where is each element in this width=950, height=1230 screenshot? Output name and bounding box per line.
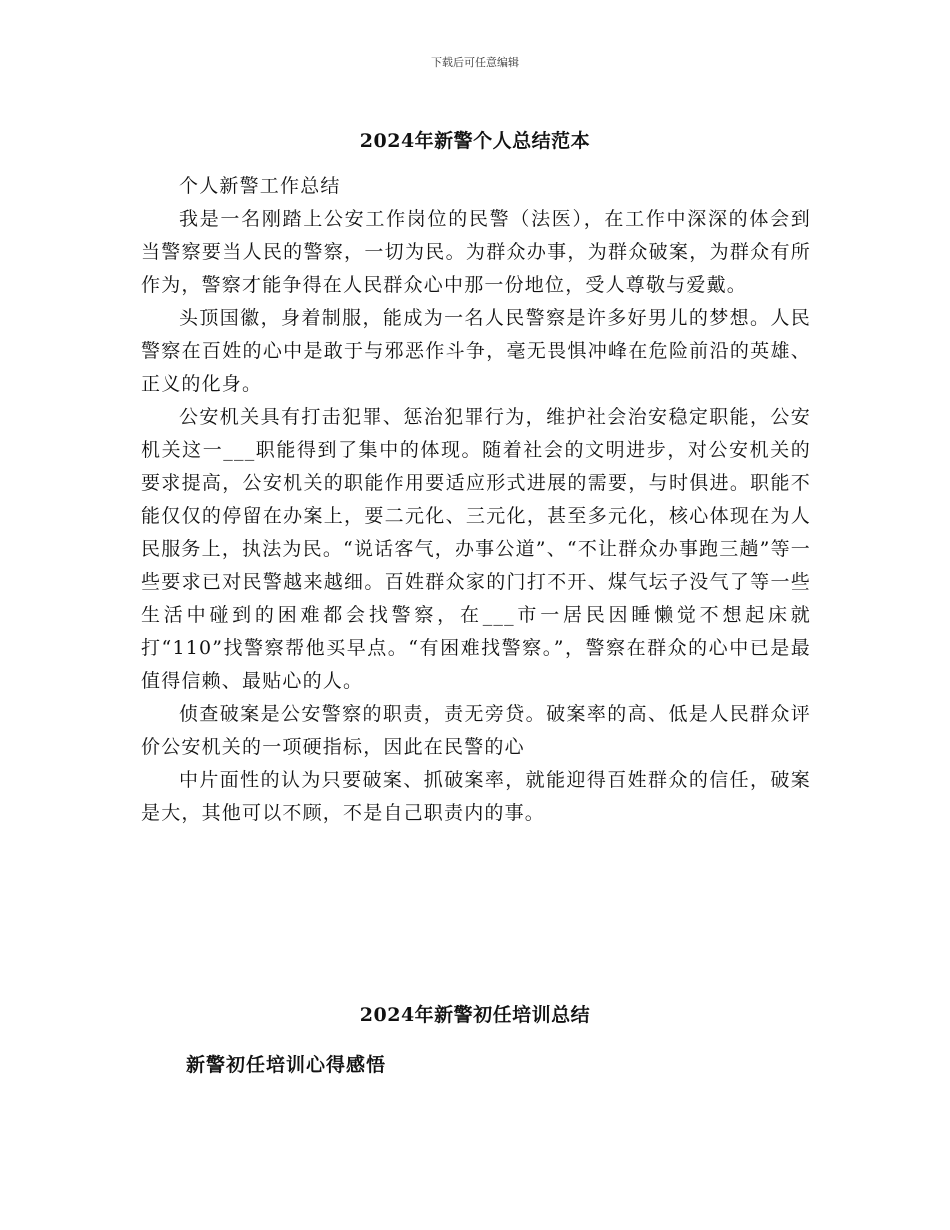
paragraph: 中片面性的认为只要破案、抓破案率，就能迎得百姓群众的信任，破案是大，其他可以不顾，不是自己职责内的事。 [141, 769, 811, 824]
header-note: 下载后可任意编辑 [431, 56, 519, 69]
paragraph-subtitle: 个人新警工作总结 [179, 175, 341, 197]
section-title: 2024年新警初任培训总结 [359, 1004, 591, 1026]
sub-heading: 新警初任培训心得感悟 [186, 1054, 387, 1076]
paragraph: 公安机关具有打击犯罪、惩治犯罪行为，维护社会治安稳定职能，公安机关这一___职能得到了集中的体现。随着社会的文明进步，对公安机关的要求提高，公安机关的职能作用要适应形式进展的需要，与时俱进。职能不能仅仅的停留在办案上，要二元化、三元化，甚至多元化，核心体现在为人民服务上，执法为民。“说话客气，办事公道”、“不让群众办事跑三趟”等一些要求已对民警越来越细。百姓群众家的门打不开、煤气坛子没气了等一些生活中碰到的困难都会找警察，在___市一居民因睡懒觉不想起床就打“110”找警察帮他买早点。“有困难找警察。”，警察在群众的心中已是最值得信赖、最贴心的人。 [141, 406, 811, 692]
paragraph: 我是一名刚踏上公安工作岗位的民警（法医），在工作中深深的体会到当警察要当人民的警察，一切为民。为群众办事，为群众破案，为群众有所作为，警察才能争得在人民群众心中那一份地位，受人尊敬与爱戴。 [141, 208, 811, 296]
document-body [141, 170, 811, 830]
paragraph: 侦查破案是公安警察的职责，责无旁贷。破案率的高、低是人民群众评价公安机关的一项硬指标，因此在民警的心 [141, 703, 811, 758]
document-title: 2024年新警个人总结范本 [359, 130, 591, 152]
paragraph: 头顶国徽，身着制服，能成为一名人民警察是许多好男儿的梦想。人民警察在百姓的心中是敢于与邪恶作斗争，毫无畏惧冲峰在危险前沿的英雄、正义的化身。 [141, 307, 811, 395]
